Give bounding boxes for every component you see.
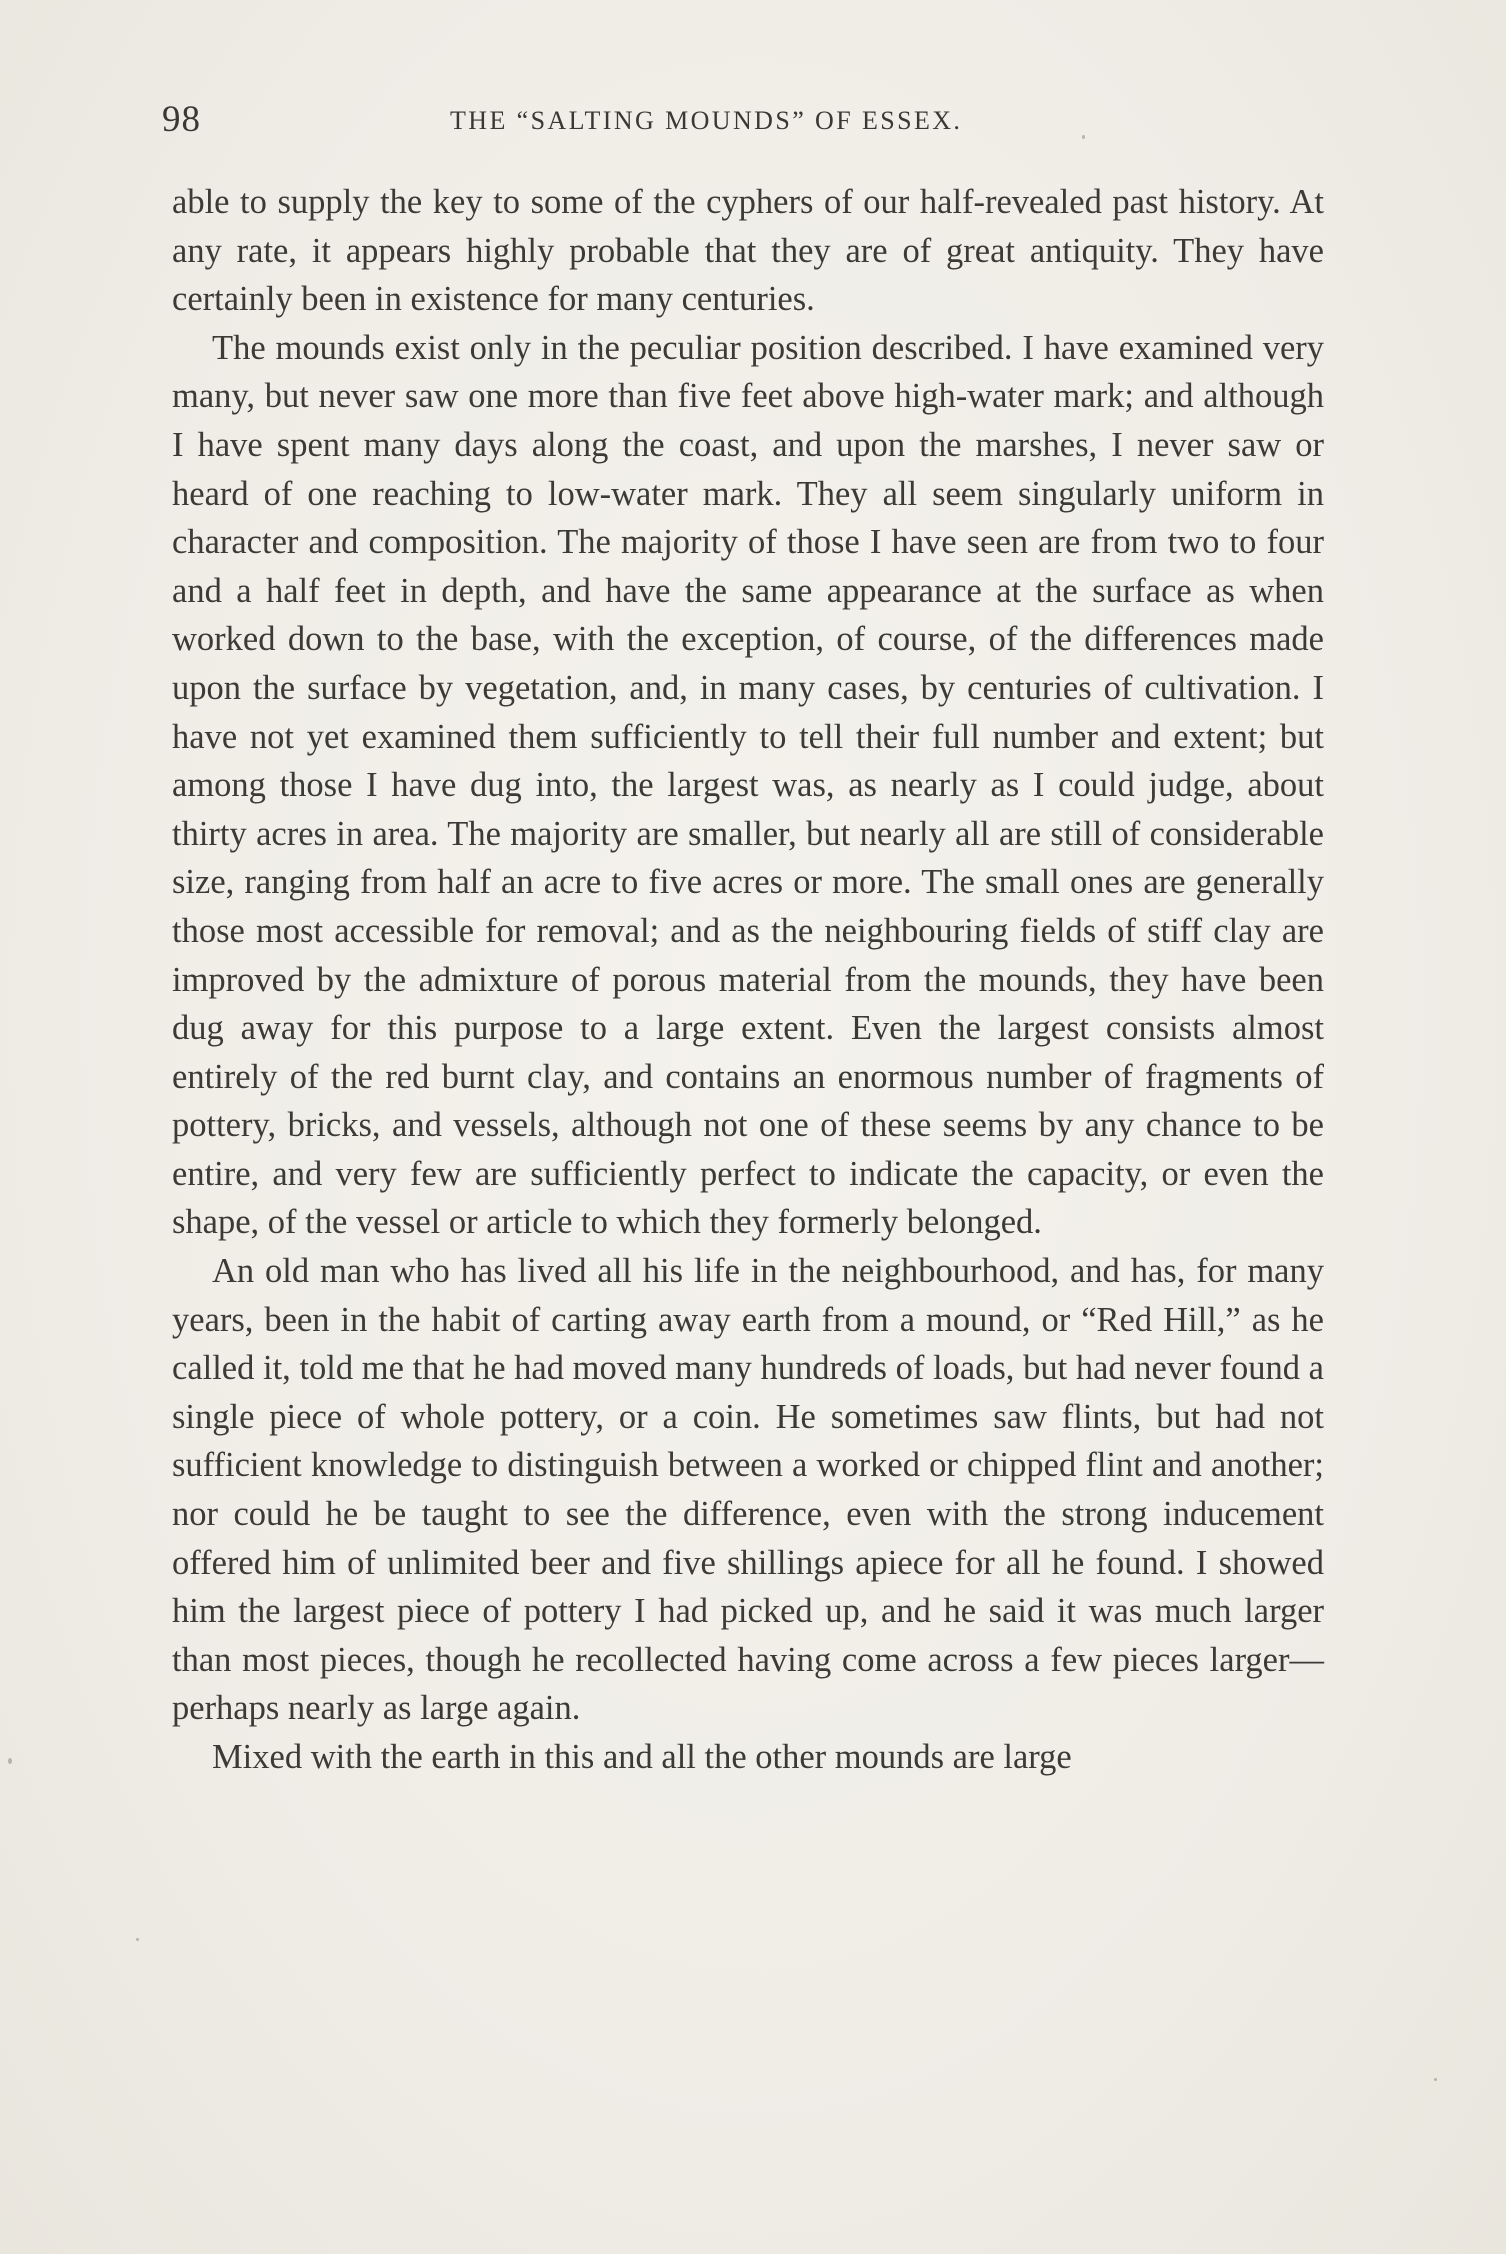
paragraph-continued: able to supply the key to some of the cyphers of our half-revealed past history. At any rate, it appears highly probable that they are of great antiquity. They have certainly been in existence for many centuries. [172, 183, 1324, 319]
paper-speck [1434, 2078, 1437, 2081]
page-header [162, 98, 1322, 148]
body-text [172, 178, 1324, 1782]
paragraph-mixed-earth: Mixed with the earth in this and all the other mounds are large [212, 1738, 1072, 1776]
paper-speck [136, 1938, 139, 1941]
paragraph-mounds-description: The mounds exist only in the peculiar position described. I have examined very many, but never saw one more than five feet above high-water mark; and although I have spent many days along the coast, and upon the marshes, I never saw or heard of one reaching to low-water mark. They all seem singularly uniform in character and composition. The majority of those I have seen are from two to four and a half feet in depth, and have the same appearance at the surface as when worked down to the base, with the exception, of course, of the differences made upon the surface by vegetation, and, in many cases, by centuries of cultivation. I have not yet examined them sufficiently to tell their full number and extent; but among those I have dug into, the largest was, as nearly as I could judge, about thirty acres in area. The majority are smaller, but nearly all are still of considerable size, ranging from half an acre to five acres or more. The small ones are generally those most accessible for removal; and as the neighbouring fields of stiff clay are improved by the admixture of porous material from the mounds, they have been dug away for this purpose to a large extent. Even the largest consists almost entirely of the red burnt clay, and contains an enormous number of fragments of pottery, bricks, and vessels, although not one of these seems by any chance to be entire, and very few are sufficiently perfect to indicate the capacity, or even the shape, of the vessel or article to which they formerly belonged. [172, 328, 1324, 1242]
paragraph-old-man-account: An old man who has lived all his life in the neighbourhood, and has, for many years, been in the habit of carting away earth from a mound, or “Red Hill,” as he called it, told me that he had moved many hundreds of loads, but had never found a single piece of whole pottery, or a coin. He sometimes saw flints, but had not sufficient knowledge to distinguish between a worked or chipped flint and another; nor could he be taught to see the difference, even with the strong inducement offered him of unlimited beer and five shillings apiece for all he found. I showed him the largest piece of pottery I had picked up, and he said it was much larger than most pieces, though he recollected having come across a few pieces larger—perhaps nearly as large again. [172, 1252, 1324, 1728]
paper-speck [1082, 135, 1085, 139]
paper-speck [8, 1758, 12, 1764]
running-title: THE “SALTING MOUNDS” OF ESSEX. [450, 106, 963, 135]
page-number: 98 [162, 99, 201, 140]
